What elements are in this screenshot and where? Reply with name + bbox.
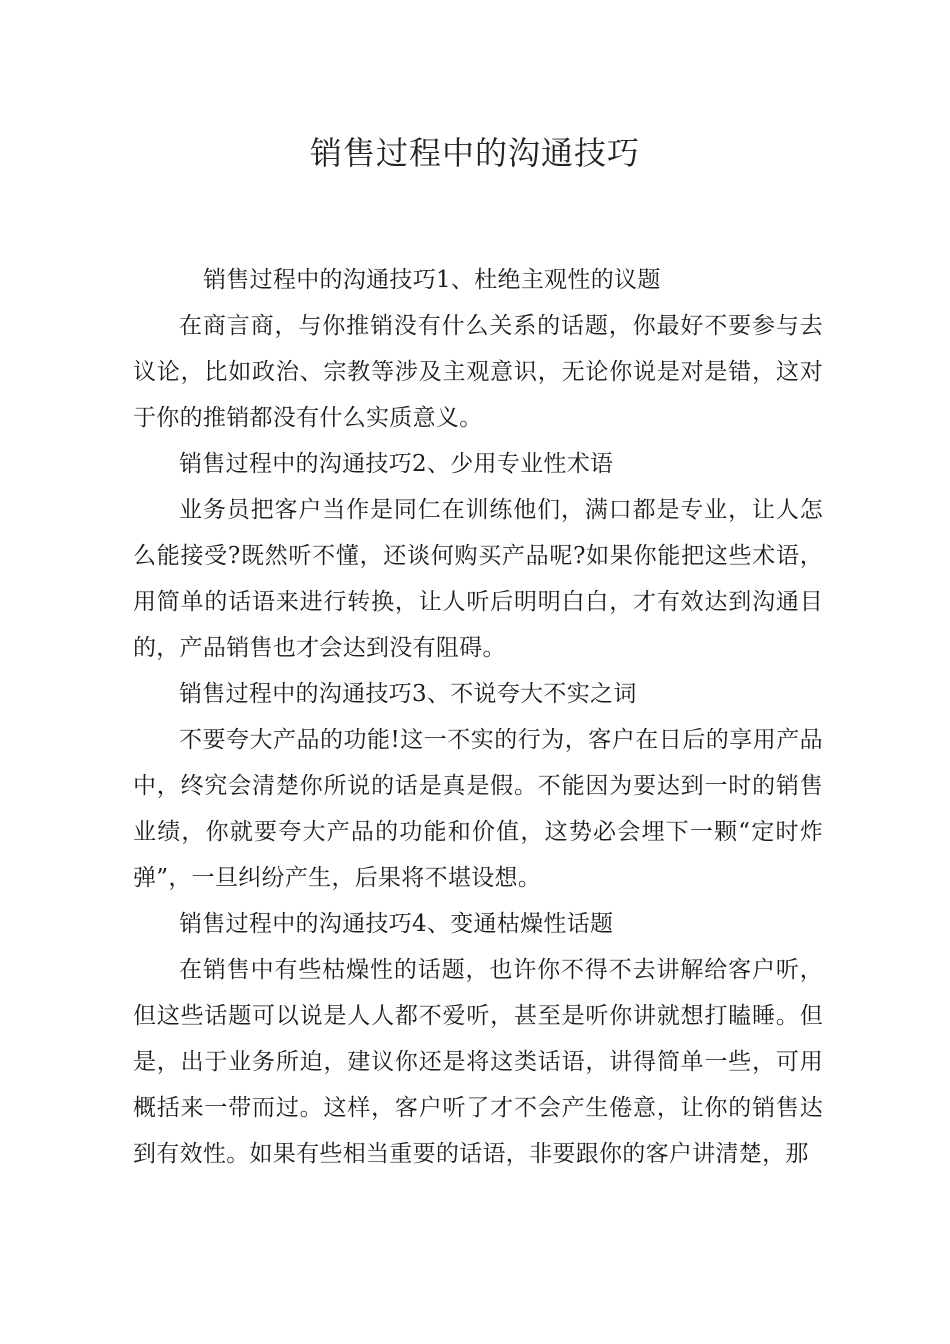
section-heading: 销售过程中的沟通技巧4、变通枯燥性话题 [179,911,614,937]
section-heading: 销售过程中的沟通技巧2、少用专业性术语 [179,451,614,477]
body-paragraph: 不要夸大产品的功能!这一不实的行为，客户在日后的享用产品中，终究会清楚你所说的话是真是假。不能因为要达到一时的销售业绩，你就要夸大产品的功能和价值，这势必会埋下一颗“定时炸弹”，一旦纠纷产生，后果将不堪设想。 [133,727,823,891]
body-paragraph: 在销售中有些枯燥性的话题，也许你不得不去讲解给客户听，但这些话题可以说是人人都不爱听，甚至是听你讲就想打瞌睡。但是，出于业务所迫，建议你还是将这类话语，讲得简单一些，可用概括来一带而过。这样，客户听了才不会产生倦意，让你的销售达到有效性。如果有些相当重要的话语，非要跟你的客户讲清楚，那 [133,957,823,1167]
body-paragraph: 业务员把客户当作是同仁在训练他们，满口都是专业，让人怎么能接受?既然听不懂，还谈何购买产品呢?如果你能把这些术语，用简单的话语来进行转换，让人听后明明白白，才有效达到沟通目的，产品销售也才会达到没有阻碍。 [133,497,823,661]
section-heading: 销售过程中的沟通技巧3、不说夸大不实之词 [179,681,637,707]
document-body [133,257,823,1177]
section-heading: 销售过程中的沟通技巧1、杜绝主观性的议题 [203,267,661,293]
body-paragraph: 在商言商，与你推销没有什么关系的话题，你最好不要参与去议论，比如政治、宗教等涉及主观意识，无论你说是对是错，这对于你的推销都没有什么实质意义。 [133,313,823,431]
document-title: 销售过程中的沟通技巧 [309,134,640,172]
